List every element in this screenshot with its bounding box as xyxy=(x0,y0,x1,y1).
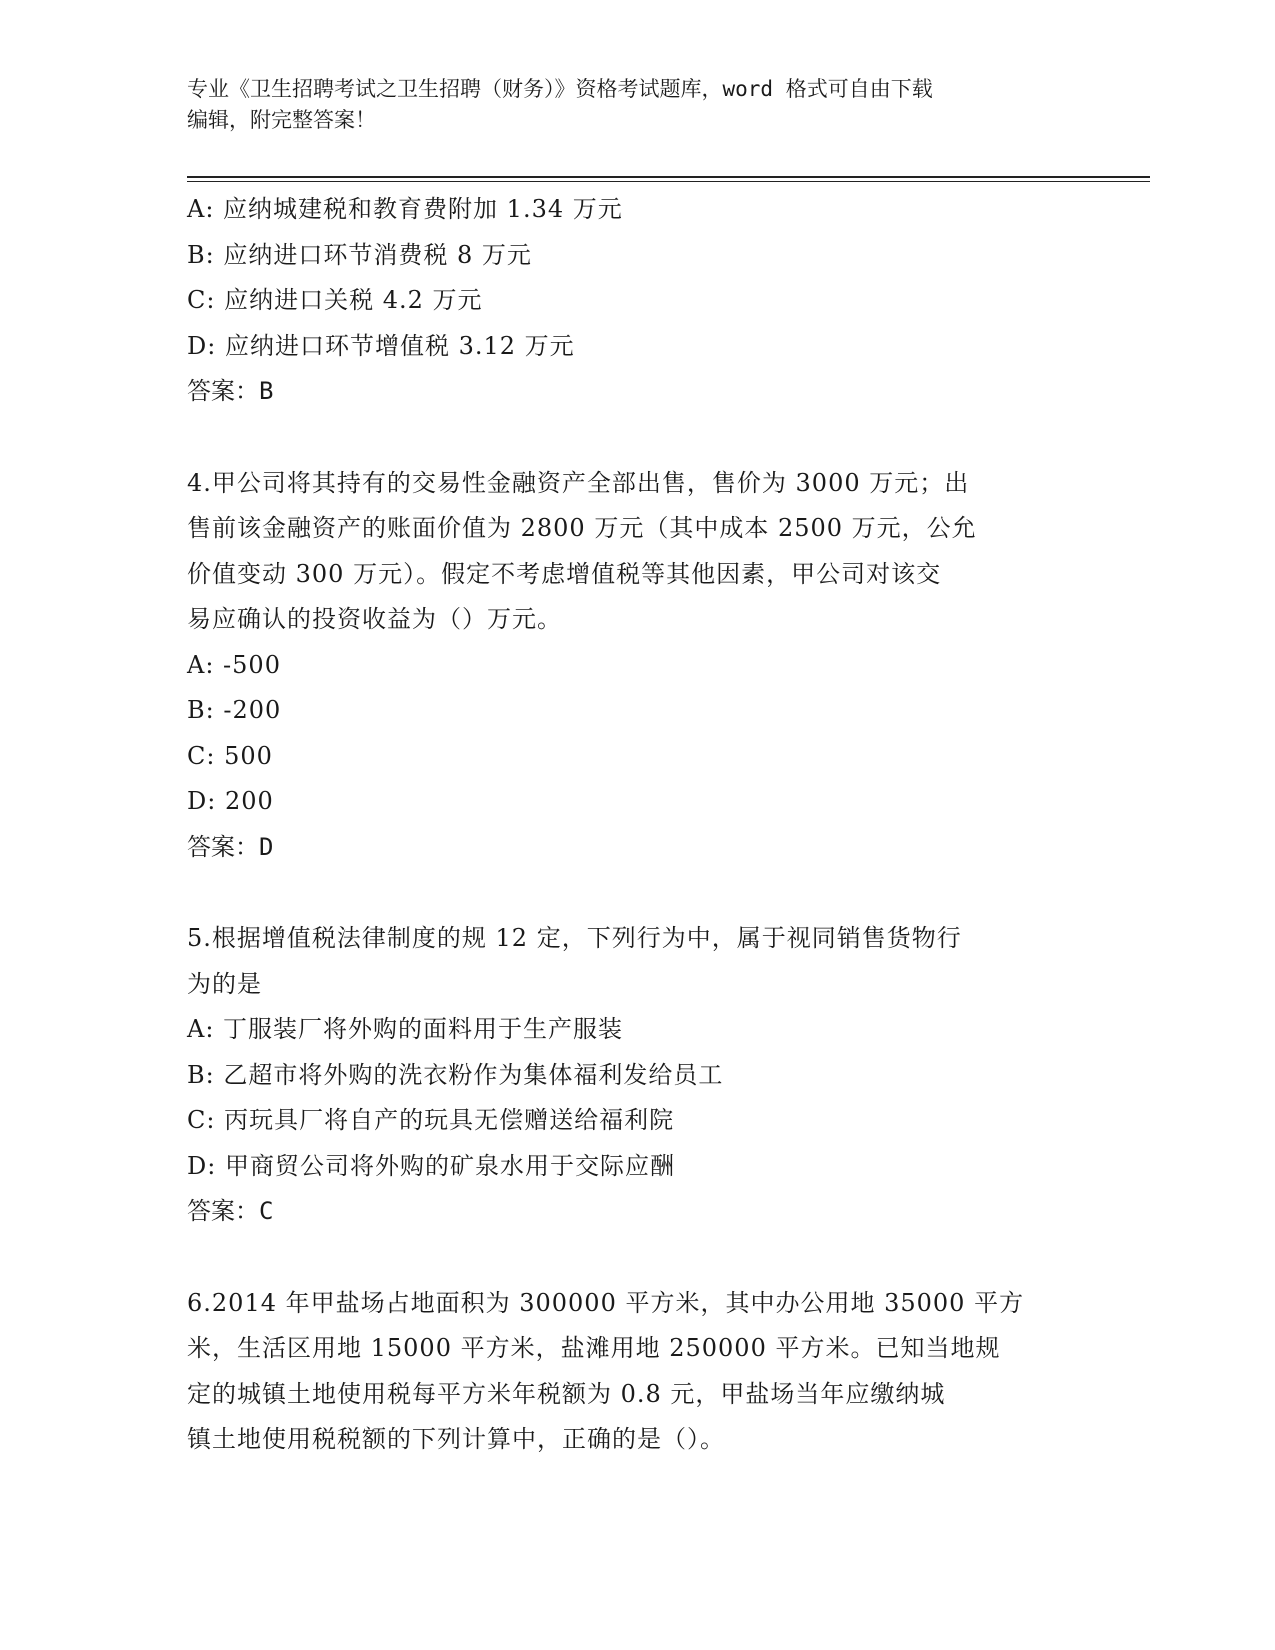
spacer xyxy=(187,415,1087,461)
question-stem-line: 易应确认的投资收益为（）万元。 xyxy=(187,605,562,633)
question-4 xyxy=(187,461,1087,871)
spacer xyxy=(187,870,1087,916)
option-a: A: 丁服装厂将外购的面料用于生产服装 xyxy=(187,1015,624,1043)
answer-label: 答案：D xyxy=(187,832,274,861)
option-c: C: 丙玩具厂将自产的玩具无偿赠送给福利院 xyxy=(187,1106,675,1134)
header-divider-thin xyxy=(187,181,1150,182)
question-stem-line: 价值变动 300 万元）。假定不考虑增值税等其他因素，甲公司对该交 xyxy=(187,559,942,588)
question-6 xyxy=(187,1281,1087,1463)
option-b: B: 乙超市将外购的洗衣粉作为集体福利发给员工 xyxy=(187,1060,724,1089)
question-stem-line: 5.根据增值税法律制度的规 12 定，下列行为中，属于视同销售货物行 xyxy=(187,924,962,952)
answer-label: 答案：B xyxy=(187,377,274,405)
option-c: C: 应纳进口关税 4.2 万元 xyxy=(187,286,483,314)
question-stem-line: 为的是 xyxy=(187,969,262,998)
question-list xyxy=(187,187,1087,1463)
question-5 xyxy=(187,916,1087,1235)
question-stem-line: 6.2014 年甲盐场占地面积为 300000 平方米，其中办公用地 35000 平方 xyxy=(187,1288,1025,1317)
page-header xyxy=(187,74,1087,136)
spacer xyxy=(187,1235,1087,1281)
question-stem-line: 米，生活区用地 15000 平方米，盐滩用地 250000 平方米。已知当地规 xyxy=(187,1334,1001,1362)
option-d: D: 应纳进口环节增值税 3.12 万元 xyxy=(187,331,575,360)
option-a: A: -500 xyxy=(187,650,281,679)
option-c: C: 500 xyxy=(187,741,273,770)
option-d: D: 甲商贸公司将外购的矿泉水用于交际应酬 xyxy=(187,1151,675,1180)
header-line-2: 编辑，附完整答案！ xyxy=(187,108,376,132)
option-b: B: -200 xyxy=(187,696,282,724)
question-stem-line: 4.甲公司将其持有的交易性金融资产全部出售，售价为 3000 万元；出 xyxy=(187,468,970,497)
question-stem-line: 镇土地使用税税额的下列计算中，正确的是（）。 xyxy=(187,1425,725,1453)
answer-label: 答案：C xyxy=(187,1197,274,1225)
question-stem-line: 定的城镇土地使用税每平方米年税额为 0.8 元，甲盐场当年应缴纳城 xyxy=(187,1379,946,1408)
header-line-1: 专业《卫生招聘考试之卫生招聘（财务）》资格考试题库，word 格式可自由下载 xyxy=(187,77,933,101)
option-d: D: 200 xyxy=(187,787,274,815)
question-3 xyxy=(187,187,1087,415)
option-b: B: 应纳进口环节消费税 8 万元 xyxy=(187,240,532,269)
option-a: A: 应纳城建税和教育费附加 1.34 万元 xyxy=(187,195,623,223)
header-divider xyxy=(187,176,1150,178)
question-stem-line: 售前该金融资产的账面价值为 2800 万元（其中成本 2500 万元，公允 xyxy=(187,514,977,542)
